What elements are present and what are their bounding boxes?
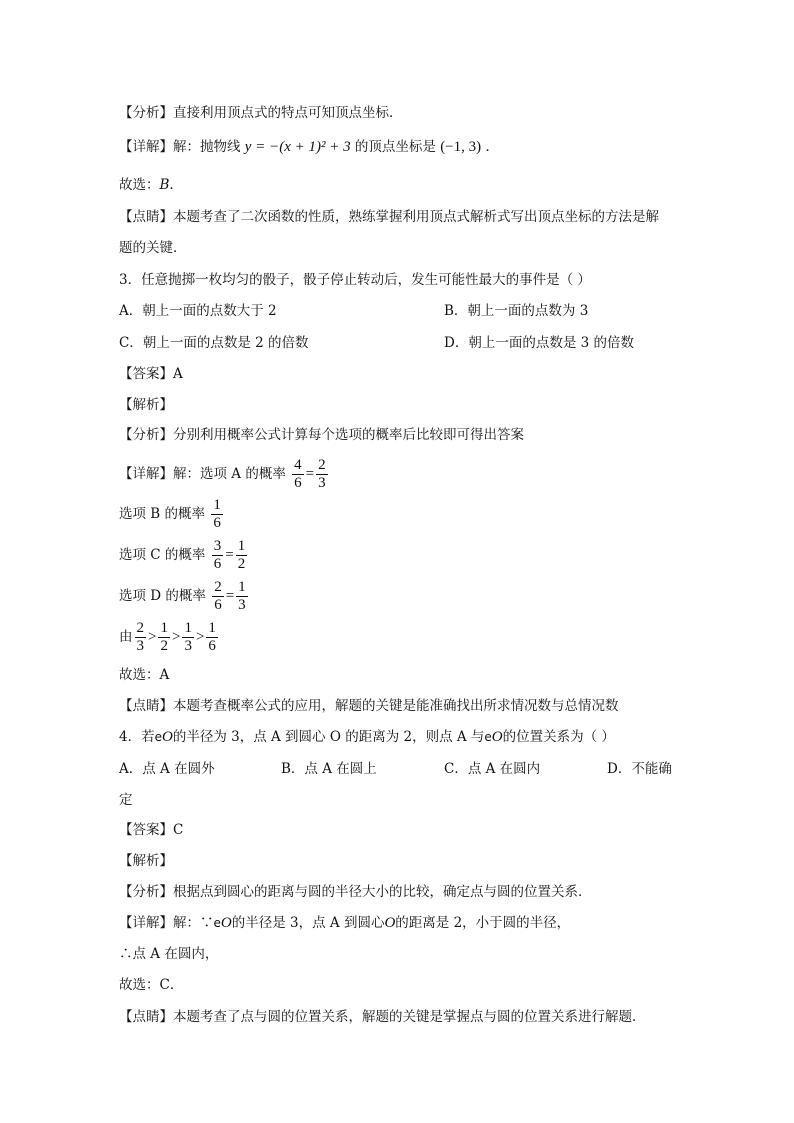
circle-symbol-icon: e — [484, 730, 492, 744]
fraction-2-3 — [135, 620, 147, 655]
q4-explain: 【解析】 — [119, 853, 173, 869]
equals-sign: = — [225, 588, 235, 604]
denominator: 6 — [294, 475, 302, 491]
q4-analysis: 【分析】根据点到圆心的距离与圆的半径大小的比较，确定点与圆的位置关系． — [119, 884, 592, 900]
detail-d-prefix: 选项 D 的概率 — [119, 588, 206, 604]
denominator: 2 — [160, 638, 168, 654]
analysis-line-1: 【分析】直接利用顶点式的特点可知顶点坐标． — [119, 105, 403, 121]
denominator: 6 — [213, 515, 221, 531]
q3-analysis: 【分析】分别利用概率公式计算每个选项的概率后比较即可得出答案 — [119, 427, 524, 443]
greater-than-sign: > — [171, 629, 181, 645]
fraction-1-2 — [158, 620, 170, 655]
fraction-2-6 — [212, 579, 224, 614]
equals-sign: = — [305, 466, 315, 482]
fraction-1-2 — [236, 538, 248, 573]
q4-option-a: A．点 A 在圆外 — [119, 761, 215, 777]
q4-choice: 故选：C． — [119, 977, 184, 993]
q4-detail — [119, 913, 570, 933]
q3-detail-b — [119, 495, 225, 533]
denominator: 3 — [318, 475, 326, 491]
q4-end: 的位置关系为（ ） — [502, 729, 615, 745]
numerator: 2 — [214, 579, 222, 595]
numerator: 1 — [208, 620, 216, 636]
question-4 — [119, 727, 615, 747]
q4-comment: 【点睛】本题考查了点与圆的位置关系，解题的关键是掌握点与圆的位置关系进行解题． — [119, 1009, 646, 1025]
question-3: 3．任意抛掷一枚均匀的骰子，骰子停止转动后，发生可能性最大的事件是（ ） — [119, 272, 591, 288]
denominator: 6 — [213, 556, 222, 572]
detail-a-prefix: 【详解】解：选项 A 的概率 — [119, 466, 286, 482]
numerator: 1 — [238, 579, 246, 595]
detail-mid: 的顶点坐标是 — [354, 139, 436, 155]
circle-center-o: O — [161, 729, 173, 745]
greater-than-sign: > — [195, 629, 205, 645]
numerator: 2 — [136, 620, 144, 636]
choice-label: 故选： — [119, 177, 160, 193]
comment-line-1a: 【点睛】本题考查了二次函数的性质，熟练掌握利用顶点式解析式写出顶点坐标的方法是解 — [119, 209, 659, 225]
numerator: 1 — [184, 620, 192, 636]
denominator: 3 — [136, 638, 144, 654]
denominator: 2 — [237, 556, 246, 572]
circle-symbol-icon: e — [213, 916, 221, 930]
numerator: 1 — [160, 620, 168, 636]
q4-mid: 的半径为 3，点 A 到圆心 O 的距离为 2，则点 A 与 — [172, 729, 485, 745]
q3-comment: 【点睛】本题考查概率公式的应用，解题的关键是能准确找出所求情况数与总情况数 — [119, 698, 619, 714]
detail-b-prefix: 选项 B 的概率 — [119, 506, 206, 522]
q3-option-d: D．朝上一面的点数是 3 的倍数 — [444, 335, 634, 351]
circle-center-o: O — [491, 729, 503, 745]
q4-prefix: 4．若 — [119, 729, 155, 745]
circle-center-o: O — [384, 915, 396, 931]
numerator: 1 — [237, 538, 246, 554]
numerator: 3 — [213, 538, 222, 554]
q4-option-c: C．点 A 在圆内 — [444, 761, 541, 777]
q3-explain: 【解析】 — [119, 397, 173, 413]
q4-option-d: D．不能确 — [607, 761, 672, 777]
comparison-prefix: 由 — [119, 629, 133, 645]
q3-comparison — [119, 618, 220, 656]
q3-option-b: B．朝上一面的点数为 3 — [444, 303, 589, 319]
q4-detail-end: 的距离是 2，小于圆的半径， — [395, 915, 571, 931]
choice-line-1 — [119, 175, 183, 195]
denominator: 3 — [184, 638, 192, 654]
fraction-1-3 — [182, 620, 194, 655]
circle-symbol-icon: e — [154, 730, 162, 744]
denominator: 6 — [214, 597, 222, 613]
choice-letter: B — [159, 177, 170, 193]
q4-detail-prefix: 【详解】解：∵ — [119, 915, 214, 931]
detail-line-1 — [119, 137, 499, 157]
numerator: 1 — [213, 497, 221, 513]
q3-detail-c — [119, 536, 249, 574]
greater-than-sign: > — [148, 629, 157, 645]
denominator: 6 — [208, 638, 216, 654]
equals-sign: = — [225, 547, 234, 563]
q4-option-b: B．点 A 在圆上 — [281, 761, 377, 777]
choice-end: ． — [169, 177, 183, 193]
fraction-4-6 — [292, 457, 304, 492]
q3-answer: 【答案】A — [119, 366, 183, 382]
denominator: 3 — [238, 597, 246, 613]
fraction-1-3 — [236, 579, 248, 614]
numerator: 4 — [294, 457, 302, 473]
fraction-1-6 — [211, 497, 223, 532]
comment-line-1b: 题的关键． — [119, 240, 187, 256]
q3-detail-d — [119, 577, 250, 615]
q4-answer: 【答案】C — [119, 822, 184, 838]
q3-option-c: C．朝上一面的点数是 2 的倍数 — [119, 335, 309, 351]
q4-option-d-cont: 定 — [119, 792, 133, 808]
fraction-1-6 — [206, 620, 218, 655]
fraction-3-6 — [212, 538, 224, 573]
parabola-formula: y = −(x + 1)² + 3 — [244, 139, 351, 155]
detail-end: ． — [485, 139, 499, 155]
vertex-coordinates: (−1, 3) — [440, 139, 482, 155]
fraction-2-3 — [316, 457, 328, 492]
q3-option-a: A．朝上一面的点数大于 2 — [119, 303, 277, 319]
numerator: 2 — [318, 457, 326, 473]
q4-detail-mid: 的半径是 3，点 A 到圆心 — [231, 915, 385, 931]
q4-therefore: ∴点 A 在圆内， — [119, 946, 219, 962]
q3-choice: 故选：A — [119, 667, 170, 683]
detail-c-prefix: 选项 C 的概率 — [119, 547, 206, 563]
circle-center-o: O — [220, 915, 232, 931]
detail-prefix: 【详解】解：抛物线 — [119, 139, 241, 155]
q3-detail-a — [119, 455, 330, 493]
